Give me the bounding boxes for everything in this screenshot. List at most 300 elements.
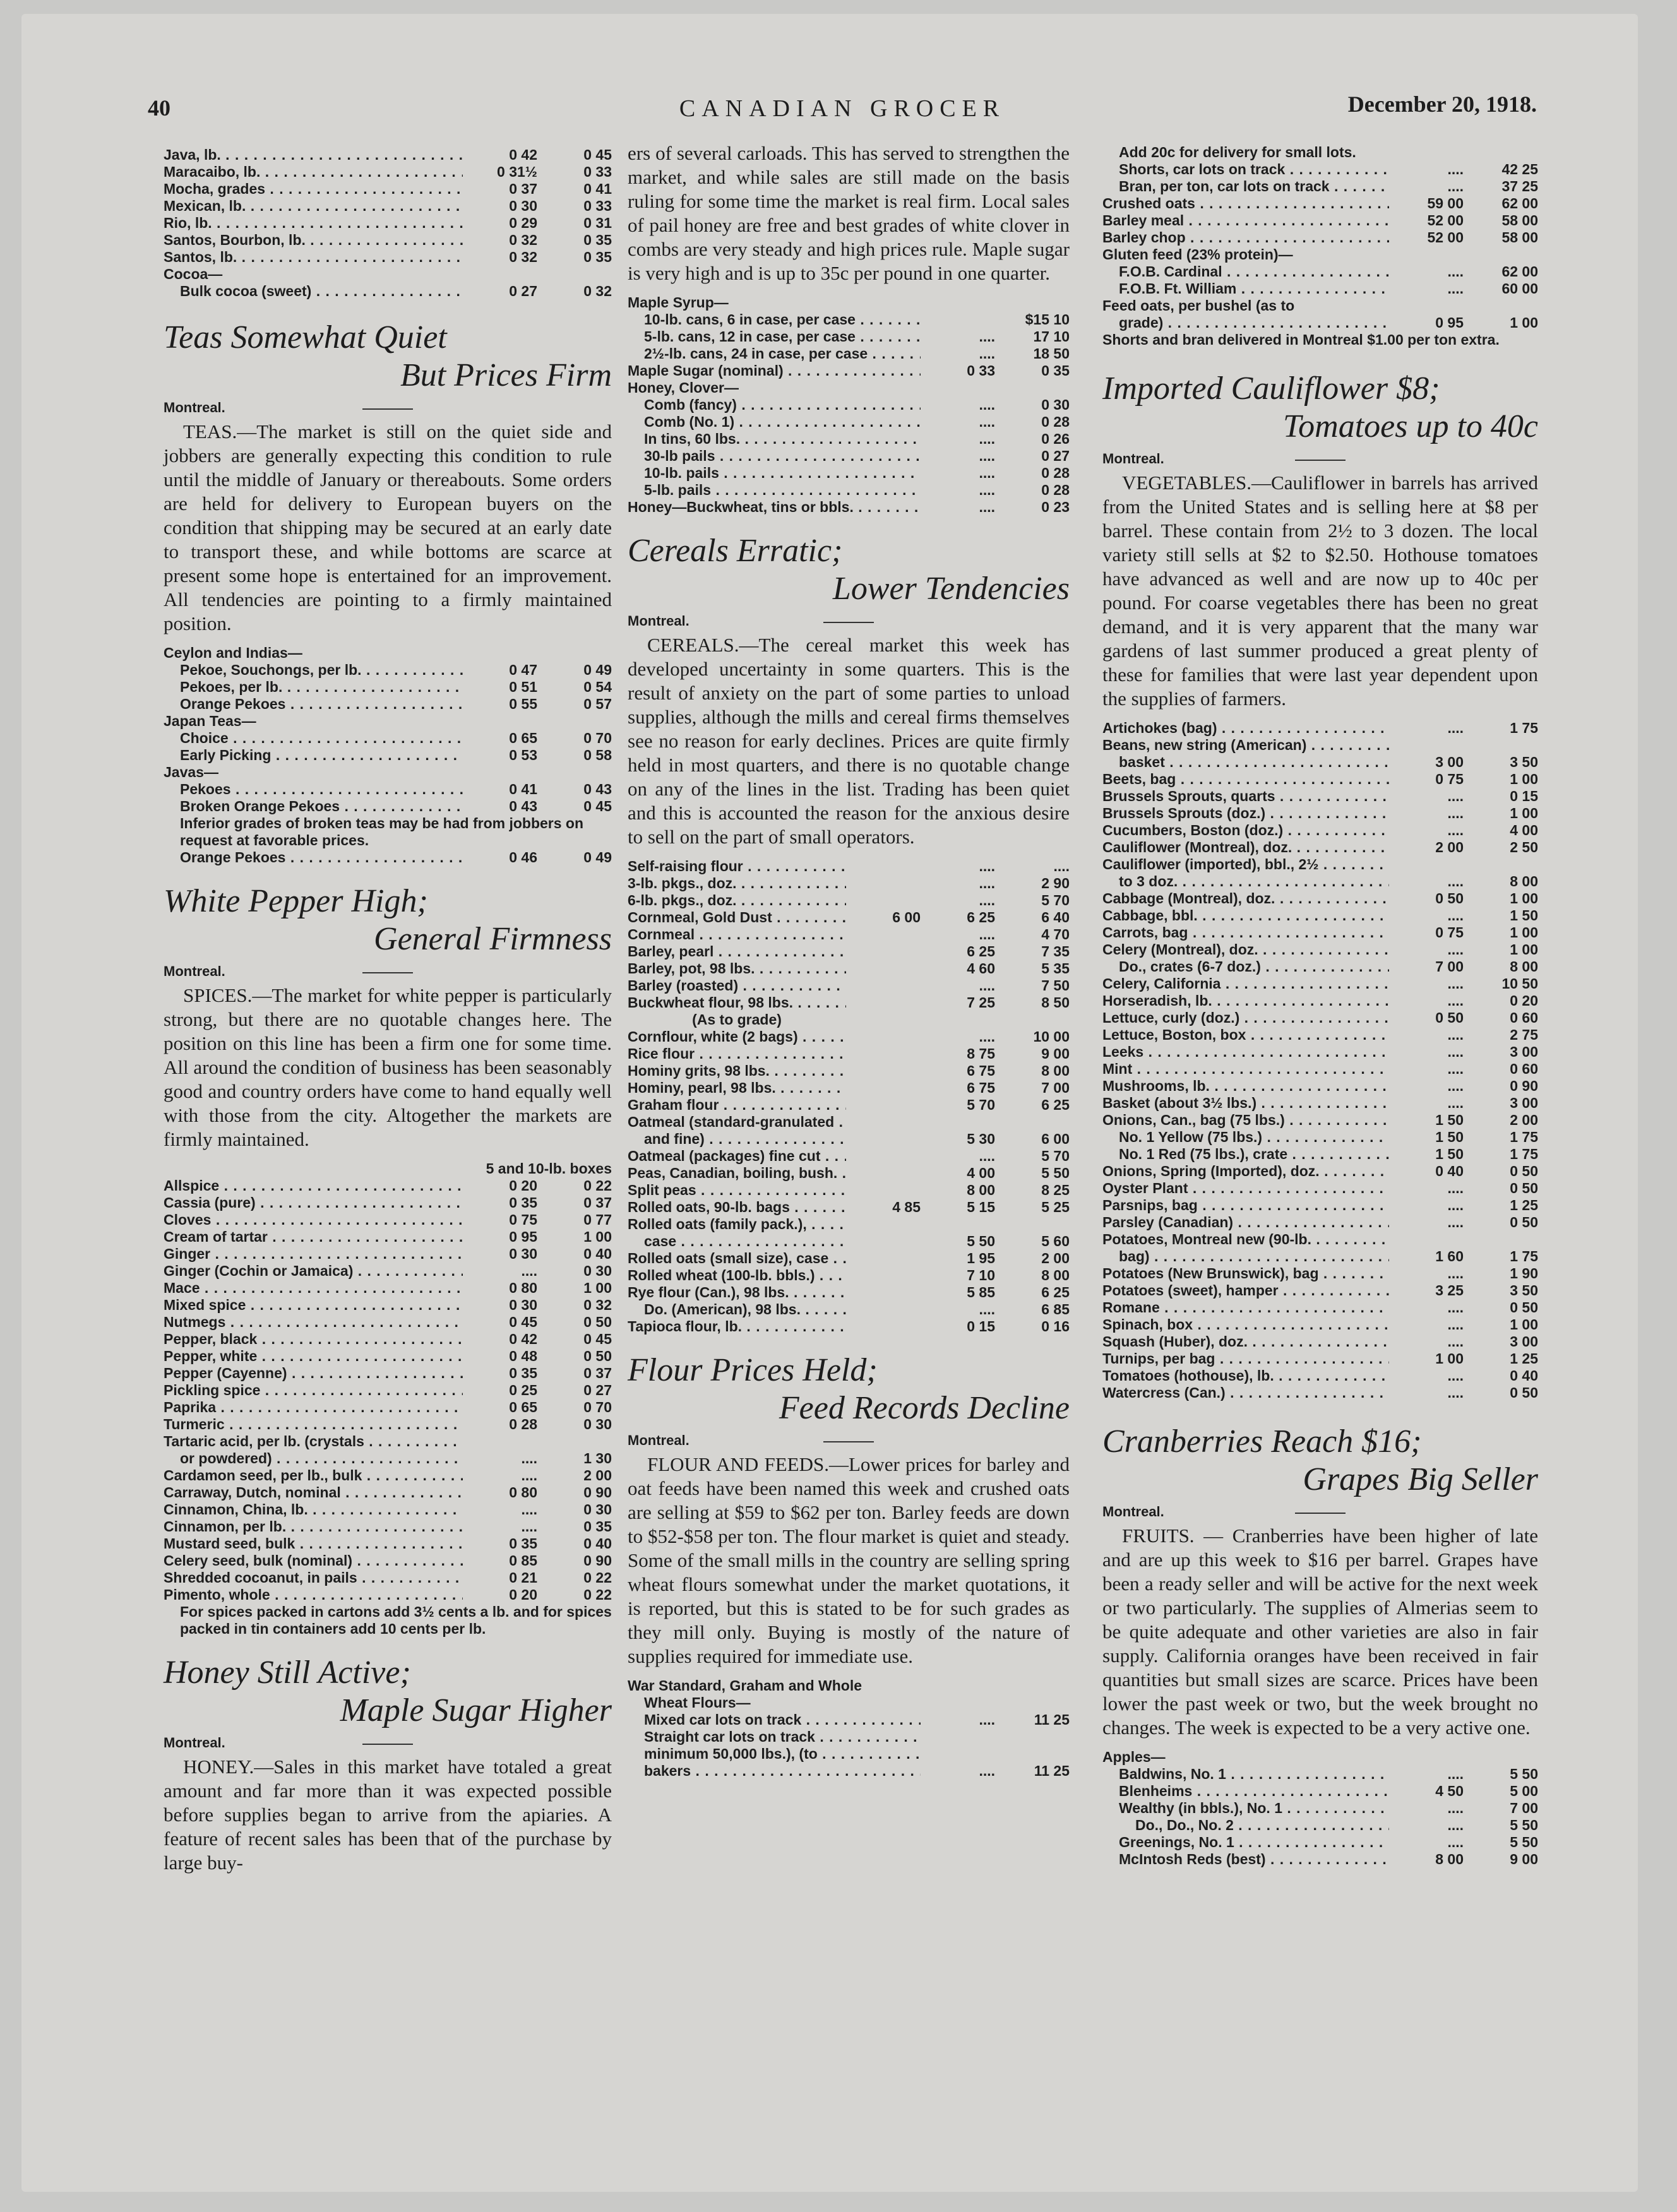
table-row — [164, 1246, 612, 1263]
row-price: 10 50 — [1501, 975, 1538, 992]
table-row — [628, 1028, 1070, 1045]
row-price: .... — [979, 1711, 995, 1728]
row-price: .... — [1447, 1367, 1464, 1384]
row-price: 0 16 — [1041, 1318, 1070, 1335]
vegetables-article: VEGETABLES.—Cauliflower in barrels has arrived from the United States and is selling here at $8 per barrel. These contain from 2½ to 3 dozen. The local variety still sells at $2 to $2.50. Hothouse tomatoes have advanced as well and are now up to 40c per pound. For coarse vegetables there has been no great demand, and it is very apparent that the many war gardens of last summer produced a great plenty of these for families that were last year dependent upon the supplies of farmers. — [1102, 472, 1538, 710]
table-row — [1102, 958, 1538, 975]
coffee-price-table — [164, 146, 612, 266]
row-label: Rolled oats (family pack.), . . . — [628, 1216, 846, 1233]
row-price: 0 31½ — [497, 164, 537, 180]
row-price: 7 00 — [1435, 958, 1464, 975]
row-label: Barley (roasted) . . . — [628, 977, 846, 994]
row-label: Shredded cocoanut, in pails . . . — [164, 1569, 463, 1586]
row-price: 1 50 — [1435, 1129, 1464, 1145]
row-price: 0 42 — [509, 146, 537, 163]
row-label: Cornmeal . . . — [628, 926, 846, 943]
row-label: Pickling spice . . . — [164, 1382, 463, 1399]
row-price: 0 43 — [583, 781, 612, 797]
table-row — [164, 798, 612, 815]
page-number: 40 — [148, 95, 170, 121]
table-row — [1102, 975, 1538, 992]
row-price: 0 75 — [509, 1211, 537, 1228]
row-label: Peas, Canadian, boiling, bush. . . . — [628, 1165, 846, 1182]
table-row — [164, 1177, 612, 1194]
row-price: 1 75 — [1510, 1248, 1538, 1264]
row-label: Straight car lots on track . . . — [644, 1728, 921, 1745]
row-label: Potatoes (New Brunswick), bag . . . — [1102, 1265, 1389, 1282]
table-row — [628, 1301, 1070, 1318]
row-label: Lettuce, curly (doz.) . . . — [1102, 1009, 1389, 1026]
table-group-label: Ceylon and Indias— — [164, 645, 302, 661]
row-price: 0 47 — [509, 662, 537, 678]
row-price: 0 28 — [1041, 482, 1070, 498]
row-price: 0 15 — [967, 1318, 995, 1335]
table-row — [628, 1148, 1070, 1165]
table-row — [1102, 788, 1538, 805]
table-row — [164, 1382, 612, 1399]
vegetables-headline: Imported Cauliflower $8; Tomatoes up to 40c — [1102, 371, 1538, 444]
row-label: Mocha, grades . . . — [164, 181, 463, 198]
row-label: Ginger (Cochin or Jamaica) . . . — [164, 1263, 463, 1280]
table-row — [1102, 1316, 1538, 1333]
row-price: 3 00 — [1510, 1044, 1538, 1060]
table-row — [164, 1433, 612, 1450]
row-price: 0 30 — [509, 1297, 537, 1313]
cereals-article: CEREALS.—The cereal market this week has developed uncertainty in some quarters. This is the result of anxiety on the part of some parties to unload supplies, although the mills and cereal firms themselves see no reason for early declines. Prices are quite firmly held in most quarters, and there is no quotable change on any of the lines in the list. Trading has been quiet and this is accounted the reason for the anxious desire to sell on the part of small operators. — [628, 634, 1070, 848]
row-label: Nutmegs . . . — [164, 1314, 463, 1331]
honey-headline: Honey Still Active; Maple Sugar Higher — [164, 1655, 612, 1728]
row-label: Beans, new string (American) . . . — [1102, 737, 1389, 754]
row-price: 1 00 — [1510, 771, 1538, 787]
row-price: 7 35 — [1041, 943, 1070, 960]
table-row — [1102, 941, 1538, 958]
row-price: 0 33 — [583, 198, 612, 214]
row-label: Squash (Huber), doz. . . . — [1102, 1333, 1389, 1350]
row-label: Pepper (Cayenne) . . . — [164, 1365, 463, 1382]
row-price: 0 80 — [509, 1280, 537, 1296]
table-group-label: Honey, Clover— — [628, 379, 739, 396]
table-row — [1102, 890, 1538, 907]
row-label: Oatmeal (packages) fine cut . . . — [628, 1148, 846, 1165]
row-price: 8 25 — [1041, 1182, 1070, 1198]
table-row: Honey—Buckwheat, tins or bbls. . . . .... 0 23 — [628, 499, 1070, 516]
table-row — [628, 1250, 1070, 1267]
table-row — [628, 1062, 1070, 1079]
table-row — [1102, 212, 1538, 229]
row-label: 10-lb. cans, 6 in case, per case . . . — [644, 311, 921, 328]
row-price: .... — [979, 465, 995, 481]
row-price: 3 50 — [1510, 754, 1538, 770]
row-price: 0 37 — [509, 181, 537, 197]
row-price: 1 00 — [583, 1228, 612, 1245]
dateline: Montreal. — [1102, 451, 1538, 468]
row-price: .... — [1447, 1800, 1464, 1816]
row-price: 5 35 — [1041, 960, 1070, 977]
row-price: 7 50 — [1041, 977, 1070, 994]
row-label: Cinnamon, China, lb. . . . — [164, 1501, 463, 1518]
row-price: 0 57 — [583, 696, 612, 712]
row-price: 0 51 — [509, 679, 537, 695]
row-price: 3 00 — [1510, 1095, 1538, 1111]
row-label: Mustard seed, bulk . . . — [164, 1535, 463, 1552]
table-row — [628, 977, 1070, 994]
row-price: 0 30 — [583, 1501, 612, 1518]
row-label: Ginger . . . — [164, 1246, 463, 1263]
row-price: 4 00 — [1510, 822, 1538, 838]
row-price: .... — [1447, 1817, 1464, 1833]
row-label: Rolled oats, 90-lb. bags . . . — [628, 1199, 846, 1216]
row-label: Comb (No. 1) . . . — [644, 413, 921, 431]
row-price: 0 43 — [509, 798, 537, 814]
row-price: .... — [1447, 1214, 1464, 1230]
row-price: .... — [1447, 992, 1464, 1009]
row-label: Graham flour . . . — [628, 1097, 846, 1114]
table-row — [1102, 873, 1538, 890]
row-price: 62 00 — [1501, 195, 1538, 211]
table-row — [628, 448, 1070, 465]
row-label: Mixed spice . . . — [164, 1297, 463, 1314]
row-price: .... — [1447, 1061, 1464, 1077]
spices-article: SPICES.—The market for white pepper is particularly strong, but there are no quotable changes here. The position on this line has been a firm one for some time. All around the condition of business has been seasonably good and country orders have come to hand equally well with those from the city. Altogether the markets are firmly maintained. — [164, 984, 612, 1150]
row-label: In tins, 60 lbs. . . . — [644, 431, 921, 448]
row-price: 5 30 — [967, 1131, 995, 1147]
row-label: Santos, lb. . . . — [164, 249, 463, 266]
table-row — [1102, 1009, 1538, 1026]
table-row — [1102, 178, 1538, 195]
table-row — [628, 1284, 1070, 1301]
row-price: 0 45 — [509, 1314, 537, 1330]
row-price: 4 85 — [892, 1199, 921, 1215]
dateline: Montreal. — [164, 963, 612, 981]
table-row — [1102, 1044, 1538, 1061]
table-row — [628, 1165, 1070, 1182]
row-price: 0 60 — [1510, 1061, 1538, 1077]
table-row — [628, 1267, 1070, 1284]
row-label: Cornflour, white (2 bags) . . . — [628, 1028, 846, 1045]
table-row — [628, 345, 1070, 362]
table-row — [628, 311, 1070, 328]
table-group-label: Cocoa— — [164, 266, 223, 282]
table-row — [1102, 1163, 1538, 1180]
row-label: Barley chop . . . — [1102, 229, 1389, 246]
row-price: 58 00 — [1501, 229, 1538, 246]
row-price: 8 50 — [1041, 994, 1070, 1011]
row-label: 2½-lb. cans, 24 in case, per case . . . — [644, 345, 921, 362]
table-row — [164, 1501, 612, 1518]
row-price: 4 50 — [1435, 1783, 1464, 1799]
table-row — [164, 1552, 612, 1569]
row-price: 0 20 — [509, 1177, 537, 1194]
row-price: 0 30 — [583, 1263, 612, 1279]
row-price: 0 85 — [509, 1552, 537, 1569]
row-price: 0 45 — [583, 1331, 612, 1347]
row-label: Do. (American), 98 lbs. . . . — [644, 1301, 846, 1318]
row-label: F.O.B. Ft. William . . . — [1119, 280, 1389, 297]
row-label: Barley meal . . . — [1102, 212, 1389, 229]
row-label: Cardamon seed, per lb., bulk . . . — [164, 1467, 463, 1484]
row-label: bag) . . . — [1119, 1248, 1389, 1265]
row-label: or powdered) . . . — [180, 1450, 463, 1467]
table-row — [1102, 1265, 1538, 1282]
row-price: 37 25 — [1501, 178, 1538, 194]
row-price: 6 25 — [1041, 1097, 1070, 1113]
row-price: 1 60 — [1435, 1248, 1464, 1264]
flour-article: FLOUR AND FEEDS.—Lower prices for barley and oat feeds have been named this week and crushed oats are selling at $59 to $62 per ton. Barley feeds are down to $52-$58 per ton. The flour market is quiet and steady. Some of the small mills in the country are selling spring wheat flours somewhat under the market quotations, it is reported, but this is stated to be for such grades as they mill only. Buying is mostly of the nature of supplies required for immediate use. — [628, 1453, 1070, 1667]
row-price: 0 65 — [509, 1399, 537, 1415]
row-price: 0 50 — [1510, 1163, 1538, 1179]
row-price: 0 40 — [583, 1246, 612, 1262]
row-price: .... — [979, 396, 995, 413]
row-label: Shorts, car lots on track . . . — [1119, 161, 1389, 178]
table-row — [1102, 856, 1538, 873]
table-note: Add 20c for delivery for small lots. — [1119, 144, 1356, 160]
row-price: .... — [979, 1301, 995, 1317]
table-row — [1102, 805, 1538, 822]
honey-article-part-2: ers of several carloads. This has served to strengthen the market, and while sales are still made on the basis ruling for some time the market is real firm. Local sales of pail honey are free and best grades of white clover in combs are very steady and high prices rule. Maple sugar is very high and is up to 35c per pound in one quarter. — [628, 142, 1070, 284]
row-price: 0 53 — [509, 747, 537, 763]
row-price: 1 00 — [1435, 1350, 1464, 1367]
table-row — [1102, 195, 1538, 212]
table-row — [164, 1535, 612, 1552]
row-price: 9 00 — [1510, 1851, 1538, 1867]
row-label: Tartaric acid, per lb. (crystals . . . — [164, 1433, 463, 1450]
row-price: .... — [979, 858, 995, 874]
vegetable-price-table — [1102, 720, 1538, 1401]
row-label: 5-lb. cans, 12 in case, per case . . . — [644, 328, 921, 345]
table-row — [164, 662, 612, 679]
row-price: 3 50 — [1510, 1282, 1538, 1299]
table-row — [164, 1416, 612, 1433]
row-label: Potatoes, Montreal new (90-lb. . . . — [1102, 1231, 1389, 1248]
row-price: 8 00 — [967, 1182, 995, 1198]
table-row — [628, 1216, 1070, 1233]
row-price: 2 00 — [583, 1467, 612, 1484]
row-price: 6 25 — [967, 909, 995, 925]
apple-price-table — [1102, 1749, 1538, 1868]
row-price: 0 20 — [509, 1586, 537, 1603]
row-price: 7 00 — [1510, 1800, 1538, 1816]
row-price: 0 15 — [1510, 788, 1538, 804]
row-label: Do., crates (6-7 doz.) . . . — [1119, 958, 1389, 975]
table-row — [1102, 263, 1538, 280]
row-price: 0 90 — [583, 1552, 612, 1569]
row-label: Santos, Bourbon, lb. . . . — [164, 232, 463, 249]
row-label: Self-raising flour . . . — [628, 858, 846, 875]
row-label: to 3 doz. . . . — [1119, 873, 1389, 890]
table-row — [164, 1569, 612, 1586]
table-row — [1102, 839, 1538, 856]
row-price: 1 75 — [1510, 1129, 1538, 1145]
table-row — [164, 1280, 612, 1297]
row-price: .... — [979, 413, 995, 430]
row-price: .... — [979, 1148, 995, 1164]
row-price: 2 00 — [1041, 1250, 1070, 1266]
row-price: 5 50 — [1510, 1817, 1538, 1833]
row-label: Cauliflower (imported), bbl., 2½ . . . — [1102, 856, 1389, 873]
honey-article-part-1: HONEY.—Sales in this market have totaled a great amount and far more than it was expected possible before supplies began to arrive from the apiaries. A feature of recent sales has been that of the purchase by large buy- — [164, 1756, 612, 1874]
table-row — [1102, 822, 1538, 839]
row-price: 8 00 — [1041, 1267, 1070, 1283]
row-label: Cassia (pure) . . . — [164, 1194, 463, 1211]
row-price: 6 85 — [1041, 1301, 1070, 1317]
row-label: Rolled oats (small size), case . . . — [628, 1250, 846, 1267]
table-row — [164, 1211, 612, 1228]
row-label: Mixed car lots on track . . . — [644, 1711, 921, 1728]
row-price: 5 25 — [1041, 1199, 1070, 1215]
row-label: 3-lb. pkgs., doz. . . . — [628, 875, 846, 892]
row-price: .... — [1447, 178, 1464, 194]
row-price: $15 10 — [1025, 311, 1070, 328]
row-label: Cloves . . . — [164, 1211, 463, 1228]
row-price: .... — [1447, 907, 1464, 924]
row-label: Leeks . . . — [1102, 1044, 1389, 1061]
table-row — [628, 1745, 1070, 1763]
dateline: Montreal. — [628, 1432, 1070, 1450]
table-row — [1102, 161, 1538, 178]
row-label: Carraway, Dutch, nominal . . . — [164, 1484, 463, 1501]
table-row — [1102, 1851, 1538, 1868]
row-price: 0 32 — [509, 232, 537, 248]
table-row — [1102, 1299, 1538, 1316]
row-label: Mace . . . — [164, 1280, 463, 1297]
dateline: Montreal. — [164, 1735, 612, 1752]
dateline: Montreal. — [164, 400, 612, 417]
fruits-headline: Cranberries Reach $16; Grapes Big Seller — [1102, 1424, 1538, 1497]
table-row — [1102, 1146, 1538, 1163]
row-price: 5 50 — [1041, 1165, 1070, 1181]
row-label: Pepper, black . . . — [164, 1331, 463, 1348]
row-label: Pekoe, Souchongs, per lb. . . . — [180, 662, 463, 679]
row-price: 0 25 — [509, 1382, 537, 1398]
row-label: Rio, lb. . . . — [164, 215, 463, 232]
row-label: basket . . . — [1119, 754, 1389, 771]
cereals-headline: Cereals Erratic; Lower Tendencies — [628, 533, 1070, 607]
row-label: Cabbage, bbl. . . . — [1102, 907, 1389, 924]
table-row — [164, 1314, 612, 1331]
table-column-header: 5 and 10-lb. boxes — [486, 1160, 612, 1177]
table-row — [1102, 1180, 1538, 1197]
table-row — [1102, 1783, 1538, 1800]
row-price: 0 31 — [583, 215, 612, 231]
row-label: Barley, pearl . . . — [628, 943, 846, 960]
table-row — [628, 1763, 1070, 1780]
row-price: 2 90 — [1041, 875, 1070, 891]
row-price: 0 35 — [583, 1518, 612, 1535]
row-label: Spinach, box . . . — [1102, 1316, 1389, 1333]
row-price: .... — [979, 482, 995, 498]
table-row — [164, 679, 612, 696]
row-price: 5 60 — [1041, 1233, 1070, 1249]
row-label: Orange Pekoes . . . — [180, 696, 463, 713]
table-row — [1102, 737, 1538, 754]
row-label: Pepper, white . . . — [164, 1348, 463, 1365]
row-price: 0 22 — [583, 1177, 612, 1194]
table-row — [164, 249, 612, 266]
row-price: 0 30 — [1041, 396, 1070, 413]
row-price: 1 00 — [1510, 941, 1538, 958]
row-price: 3 00 — [1435, 754, 1464, 770]
row-price: 0 27 — [1041, 448, 1070, 464]
row-price: 1 00 — [583, 1280, 612, 1296]
row-price: 62 00 — [1501, 263, 1538, 280]
row-label: 6-lb. pkgs., doz. . . . — [628, 892, 846, 909]
table-row — [164, 781, 612, 798]
row-label: Pekoes . . . — [180, 781, 463, 798]
table-row — [628, 875, 1070, 892]
row-price: 0 60 — [1510, 1009, 1538, 1026]
table-row — [164, 164, 612, 181]
row-price: 6 25 — [967, 943, 995, 960]
table-row — [1102, 1333, 1538, 1350]
row-price: .... — [1447, 161, 1464, 177]
row-label: (As to grade) — [692, 1011, 782, 1028]
row-label: Celery (Montreal), doz. . . . — [1102, 941, 1389, 958]
table-row — [1102, 992, 1538, 1009]
table-row — [1102, 1026, 1538, 1044]
table-row — [1102, 1817, 1538, 1834]
table-row — [164, 146, 612, 164]
table-row — [628, 1131, 1070, 1148]
row-label: Carrots, bag . . . — [1102, 924, 1389, 941]
row-label: Bran, per ton, car lots on track . . . — [1119, 178, 1389, 195]
table-row — [1102, 1214, 1538, 1231]
page-header — [148, 92, 1537, 130]
cocoa-price-table — [164, 266, 612, 300]
row-price: 0 70 — [583, 730, 612, 746]
row-price: 1 50 — [1435, 1146, 1464, 1162]
row-price: .... — [521, 1501, 537, 1518]
row-price: 0 30 — [509, 198, 537, 214]
row-price: 0 35 — [583, 249, 612, 265]
row-price: 0 70 — [583, 1399, 612, 1415]
dateline: Montreal. — [1102, 1504, 1538, 1521]
row-label: Rolled wheat (100-lb. bbls.) . . . — [628, 1267, 846, 1284]
row-label: Cabbage (Montreal), doz. . . . — [1102, 890, 1389, 907]
table-row — [1102, 907, 1538, 924]
row-price: 0 50 — [583, 1314, 612, 1330]
row-label: Cucumbers, Boston (doz.) . . . — [1102, 822, 1389, 839]
row-label: Brussels Sprouts (doz.) . . . — [1102, 805, 1389, 822]
row-label: and fine) . . . — [644, 1131, 846, 1148]
row-label: Beets, bag . . . — [1102, 771, 1389, 788]
feed-price-table — [1102, 144, 1538, 348]
row-label: Comb (fancy) . . . — [644, 396, 921, 413]
row-price: 0 50 — [1510, 1299, 1538, 1316]
row-price: 2 00 — [1435, 839, 1464, 855]
row-price: 8 00 — [1041, 1062, 1070, 1079]
row-price: 1 00 — [1510, 805, 1538, 821]
row-price: 0 50 — [1510, 1180, 1538, 1196]
row-label: Mexican, lb. . . . — [164, 198, 463, 215]
row-label: 5-lb. pails . . . — [644, 482, 921, 499]
table-row — [164, 1467, 612, 1484]
row-price: .... — [979, 328, 995, 345]
row-label: F.O.B. Cardinal . . . — [1119, 263, 1389, 280]
row-price: 0 40 — [1510, 1367, 1538, 1384]
row-label: Cornmeal, Gold Dust . . . — [628, 909, 846, 926]
row-price: 3 25 — [1435, 1282, 1464, 1299]
table-row — [628, 431, 1070, 448]
row-label: No. 1 Red (75 lbs.), crate . . . — [1119, 1146, 1389, 1163]
row-price: 8 00 — [1510, 958, 1538, 975]
row-price: .... — [1447, 941, 1464, 958]
row-label: Turmeric . . . — [164, 1416, 463, 1433]
row-price: 1 90 — [1510, 1265, 1538, 1281]
row-label: Parsley (Canadian) . . . — [1102, 1214, 1389, 1231]
row-price: 11 25 — [1034, 1763, 1070, 1779]
row-price: 6 75 — [967, 1062, 995, 1079]
column-3 — [1102, 146, 1538, 1868]
